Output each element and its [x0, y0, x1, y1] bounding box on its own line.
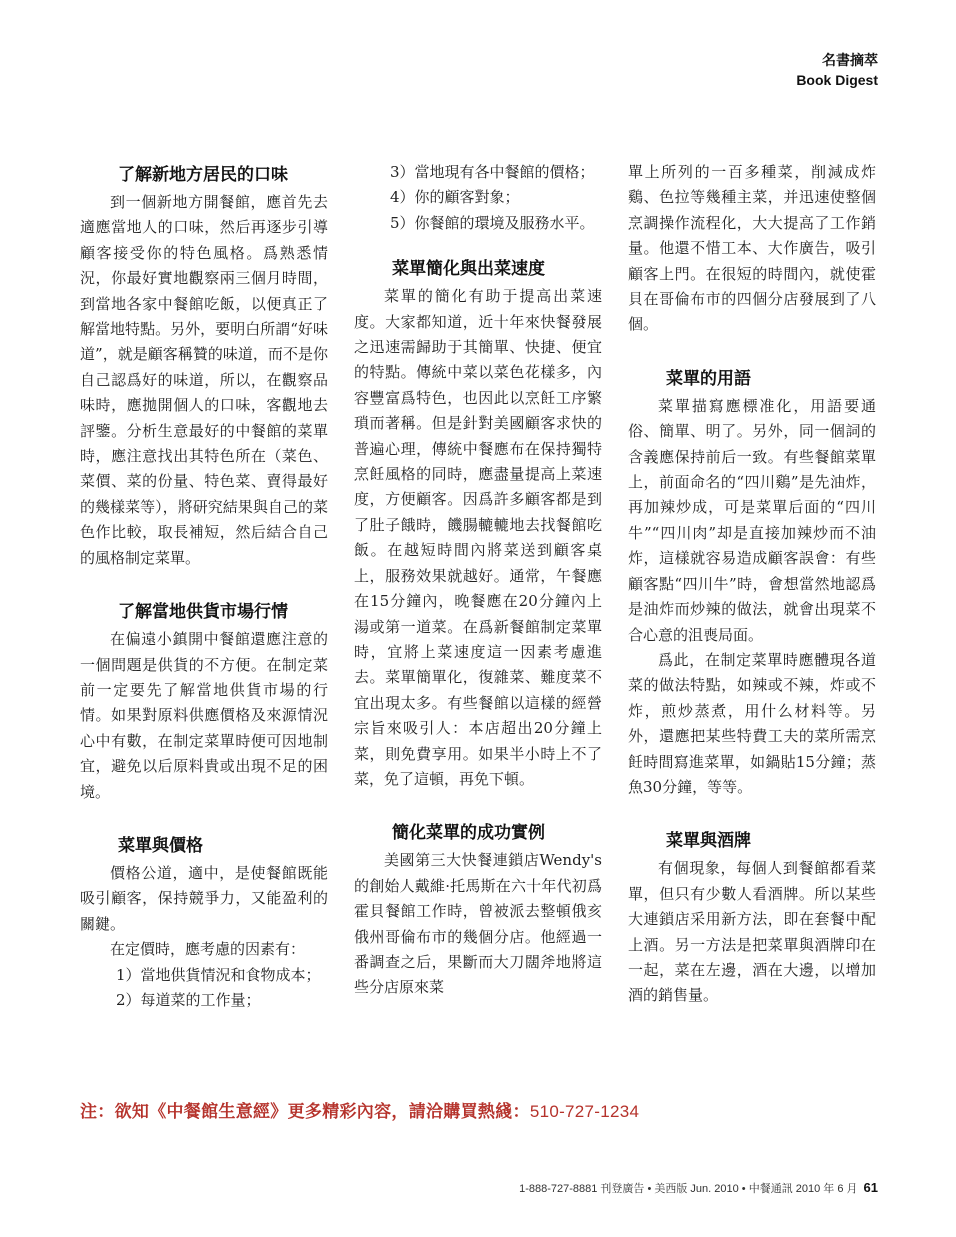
paragraph-supply-market: 在偏遠小鎮開中餐館還應注意的一個問題是供貨的不方便。在制定菜前一定要先了解當地供貨市場的行情。如果對原料供應價格及來源情況心中有數，在制定菜單時便可因地制宜，避免以后原料貴或出現不足的困境。	[80, 630, 328, 801]
paragraph-menu-price: 價格公道，適中，是使餐館既能吸引顧客，保持競爭力，又能盈利的關鍵。	[80, 863, 328, 933]
note-text: 注：欲知《中餐館生意經》更多精彩內容，請洽購買熱綫：	[80, 1102, 530, 1122]
section-header	[796, 50, 878, 90]
page-number: 61	[863, 1180, 878, 1195]
heading-success-example: 簡化菜單的成功實例	[392, 823, 545, 844]
paragraph-menu-wine: 有個現象，每個人到餐館都看菜單，但只有少數人看酒牌。所以某些大連鎖店采用新方法，即在套餐中配上酒。另一方法是把菜單與酒牌印在一起，菜在左邊，酒在大邊，以增加酒的銷售量。	[628, 859, 876, 1005]
list-item: 2）每道菜的工作量；	[116, 990, 261, 1009]
heading-supply-market: 了解當地供貨市場行情	[118, 602, 288, 623]
heading-menu-speed: 菜單簡化與出菜速度	[392, 259, 545, 280]
note-phone: 510-727-1234	[529, 1102, 640, 1121]
heading-menu-wording: 菜單的用語	[666, 368, 751, 389]
paragraph-menu-details: 爲此，在制定菜單時應體現各道菜的做法特點，如辣或不辣，炸或不炸，煎炒蒸煮，用什么材料等。另外，還應把某些特費工夫的菜所需烹飪時間寫進菜單，如鍋貼15分鐘；蒸魚30分鐘，等等。	[628, 650, 876, 796]
paragraph-success-example: 美國第三大快餐連鎖店Wendy's的創始人戴維·托馬斯在六十年代初爲霍貝餐館工作時，曾被派去整頓俄亥俄州哥倫布市的幾個分店。他經過一番調查之后，果斷而大刀闊斧地將這些分店原來菜	[354, 851, 602, 997]
column-3	[628, 160, 876, 1009]
purchase-note	[80, 1097, 639, 1122]
list-item: 5）你餐館的環境及服務水平。	[390, 213, 595, 232]
paragraph-pricing-factors: 在定價時，應考慮的因素有：	[110, 940, 306, 959]
paragraph-local-taste: 到一個新地方開餐館，應首先去適應當地人的口味，然后再逐步引導顧客接受你的特色風格。爲熟悉情況，你最好實地觀察兩三個月時間，到當地各家中餐館吃飯，以便真正了解當地特點。另外，要明白所謂“好味道”，就是顧客稱贊的味道，而不是你自己認爲好的味道，所以，在觀察品味時，應拋開個人的口味，客觀地去評鑒。分析生意最好的中餐館的菜單時，應注意找出其特色所在（菜色、菜價、菜的份量、特色菜、賣得最好的幾樣菜等），將研究結果與自己的菜色作比較，取長補短，然后結合自己的風格制定菜單。	[80, 193, 328, 567]
column-1	[80, 160, 328, 1013]
footer-text: 1-888-727-8881 刊登廣告 • 美西版 Jun. 2010 • 中餐通訊 2010 年 6 月	[519, 1183, 858, 1195]
section-title-cn: 名書摘萃	[822, 52, 878, 68]
list-item: 3）當地現有各中餐館的價格；	[390, 163, 595, 181]
heading-menu-wine: 菜單與酒牌	[666, 831, 751, 852]
paragraph-menu-wording: 菜單描寫應標准化，用語要通俗、簡單、明了。另外，同一個詞的含義應保持前后一致。有些餐館菜單上，前面命名的“四川鷄”是先油炸，再加辣炒成，可是菜單后面的“四川牛”“四川肉”却是直接加辣炒而不油炸，這樣就容易造成顧客誤會：有些顧客點“四川牛”時，會想當然地認爲是油炸而炒辣的做法，就會出現菜不合心意的沮喪局面。	[628, 396, 876, 644]
list-item: 4）你的顧客對象；	[390, 188, 520, 207]
paragraph-menu-speed: 菜單的簡化有助于提高出菜速度。大家都知道，近十年來快餐發展之迅速需歸助于其簡單、快捷、便宜的特點。傳統中菜以菜色花樣多，內容豐富爲特色，也因此以烹飪工序繁瑣而著稱。但是針對美國顧客求快的普遍心理，傳統中餐應布在保持獨特烹飪風格的同時，應盡量提高上菜速度，方便顧客。因爲許多顧客都是到了肚子餓時，饑腸轆轆地去找餐館吃飯。在越短時間內將菜送到顧客桌上，服務效果就越好。通常，午餐應在15分鐘內，晚餐應在20分鐘內上湯或第一道菜。在爲新餐館制定菜單時，宜將上菜速度這一因素考慮進去。菜單簡單化，復雜菜、難度菜不宜出現太多。有些餐館以這樣的經營宗旨來吸引人：本店超出20分鐘上菜，則免費享用。如果半小時上不了菜，免了這頓，再免下頓。	[354, 287, 602, 788]
paragraph-continued: 單上所列的一百多種菜，削減成炸鷄、色拉等幾種主菜，并迅速使整個烹調操作流程化，大大提高了工作銷量。他還不惜工本、大作廣告，吸引顧客上門。在很短的時間內，就使霍貝在哥倫布市的四個分店發展到了八個。	[628, 163, 876, 334]
section-title-en: Book Digest	[796, 72, 878, 88]
page-footer	[519, 1180, 878, 1196]
heading-menu-price: 菜單與價格	[118, 835, 203, 856]
heading-local-taste: 了解新地方居民的口味	[118, 165, 288, 185]
list-item: 1）當地供貨情況和食物成本；	[116, 965, 321, 984]
column-2	[354, 160, 602, 1001]
